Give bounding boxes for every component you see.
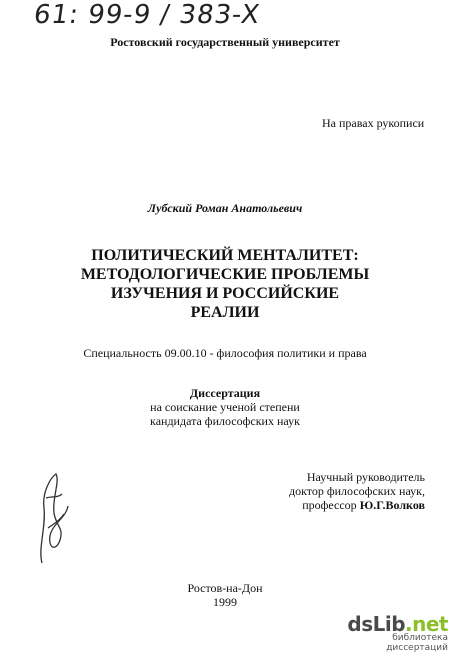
handwritten-catalog-code: 61: 99-9 / 383-X (31, 0, 263, 30)
university-name: Ростовский государственный университет (110, 35, 340, 49)
specialty-line: Специальность 09.00.10 - философия политики и права (83, 346, 367, 360)
advisor-title: профессор (302, 498, 357, 512)
title-line: ПОЛИТИЧЕСКИЙ МЕНТАЛИТЕТ: (91, 247, 359, 264)
advisor-degree: доктор философских наук, (289, 484, 425, 498)
dissertation-heading: Диссертация (189, 386, 261, 400)
degree-line-2: кандидата философских наук (150, 414, 300, 428)
dissertation-block (0, 386, 450, 428)
year: 1999 (213, 595, 237, 609)
advisor-title-line (280, 498, 425, 512)
advisor-name: Ю.Г.Волков (359, 498, 425, 512)
dslib-watermark[interactable] (340, 612, 448, 653)
dissertation-title (0, 246, 450, 322)
advisor-block (280, 470, 425, 512)
watermark-tagline: библиотека диссертаций (386, 633, 448, 653)
title-line: РЕАЛИИ (190, 304, 260, 321)
manuscript-rights-note: На правах рукописи (322, 116, 425, 130)
title-line: МЕТОДОЛОГИЧЕСКИЕ ПРОБЛЕМЫ (80, 266, 370, 283)
place-and-year (0, 581, 450, 609)
author-name: Лубский Роман Анатольевич (147, 201, 303, 215)
handwritten-signature-icon (30, 468, 80, 568)
logo-accent: .net (405, 612, 448, 636)
degree-line-1: на соискание ученой степени (150, 400, 300, 414)
city: Ростов-на-Дон (187, 581, 263, 595)
logo-main: dsLib (347, 612, 406, 636)
title-line: ИЗУЧЕНИЯ И РОССИЙСКИЕ (110, 285, 340, 302)
advisor-role: Научный руководитель (306, 470, 425, 484)
